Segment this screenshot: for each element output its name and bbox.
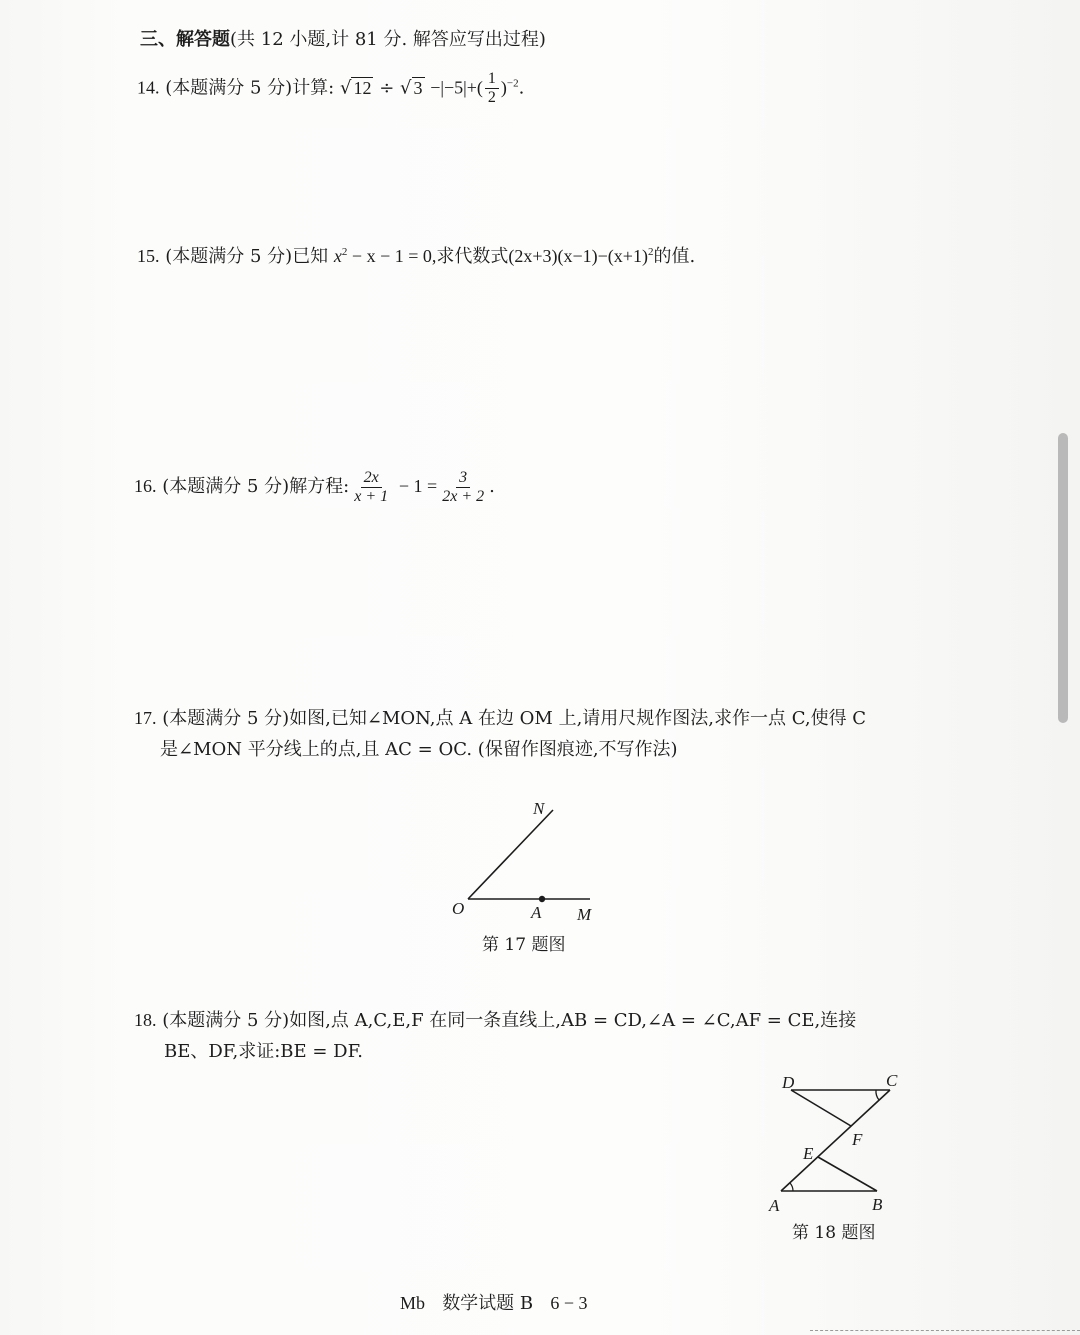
footer-subject: 数学试题 B: [442, 1293, 534, 1314]
ray-on: [468, 810, 553, 899]
section-title: 三、解答题: [140, 29, 230, 50]
scrollbar-thumb[interactable]: [1058, 433, 1068, 723]
q17-number: 17.: [134, 708, 157, 728]
q16-f2-den: 2x + 2: [442, 487, 485, 505]
segment-ca: [781, 1090, 890, 1191]
q16-f2-num: 3: [456, 469, 470, 488]
label-f: F: [852, 1130, 863, 1149]
label-a-18: A: [769, 1196, 780, 1215]
q14-sqrt-sign: √: [340, 77, 352, 99]
label-m: M: [577, 905, 592, 924]
q14-fraction: [485, 70, 499, 107]
label-n: N: [533, 799, 545, 818]
q15-text-c: 的值.: [653, 246, 696, 267]
q17-figure: [440, 790, 610, 930]
q14-points: (本题满分 5 分): [165, 77, 293, 99]
question-14: [137, 70, 524, 107]
q15-number: 15.: [137, 246, 160, 266]
label-a: A: [531, 903, 542, 922]
footer-code: Mb: [400, 1293, 426, 1313]
question-17: [134, 706, 866, 731]
q17-caption: 第 17 题图: [482, 935, 566, 955]
point-a: [539, 896, 545, 902]
section-subtitle: (共 12 小题,计 81 分. 解答应写出过程): [230, 29, 546, 50]
angle-c-mark: [876, 1090, 879, 1100]
q18-line-2: BE、DF,求证:BE = DF.: [164, 1041, 364, 1062]
q18-line-1: 如图,点 A,C,E,F 在同一条直线上,AB = CD,∠A = ∠C,AF = CE,连接: [289, 1010, 857, 1031]
q17-line-2: 是∠MON 平分线上的点,且 AC = OC. (保留作图痕迹,不写作法): [160, 739, 678, 760]
q16-f1-den: x + 1: [354, 487, 389, 505]
label-e: E: [803, 1144, 814, 1163]
footer-page: 6 − 3: [550, 1293, 588, 1313]
question-15: [137, 240, 695, 269]
q16-fraction-1: [351, 469, 391, 506]
q14-middle: −|−5|+(: [430, 77, 483, 98]
label-d: D: [782, 1073, 795, 1092]
q18-points: (本题满分 5 分): [162, 1010, 290, 1031]
q16-f1-num: 2x: [361, 469, 382, 488]
q15-text-a: 已知: [292, 246, 334, 267]
q14-radicand-2: 3: [413, 77, 423, 98]
question-16: [134, 466, 495, 507]
q15-text-b: − x − 1 = 0,求代数式(2x+3)(x−1)−(x+1): [347, 246, 648, 266]
q14-radicand-1: 12: [353, 77, 372, 98]
q14-frac-den: 2: [487, 89, 496, 106]
q16-middle: − 1 =: [398, 476, 438, 496]
q14-divide: ÷: [379, 77, 395, 99]
q14-lead: 计算:: [292, 77, 335, 99]
q16-fraction-2: [439, 469, 487, 506]
q15-square: 2: [341, 246, 348, 258]
q14-sqrt-sign-2: √: [400, 77, 412, 99]
page-edge-divider: [810, 1330, 1080, 1331]
q17-line-1: 如图,已知∠MON,点 A 在边 OM 上,请用尺规作图法,求作一点 C,使得 C: [289, 708, 867, 729]
q16-points: (本题满分 5 分): [162, 476, 290, 497]
q15-x: x: [333, 246, 342, 266]
q17-points: (本题满分 5 分): [162, 708, 290, 729]
q14-end: .: [518, 77, 525, 99]
page-footer: [400, 1289, 587, 1315]
q16-lead: 解方程:: [289, 476, 350, 497]
q16-end: .: [489, 476, 495, 497]
q15-square-2: 2: [647, 246, 654, 258]
label-o: O: [452, 899, 465, 918]
angle-a-mark: [790, 1183, 793, 1191]
q14-exponent: −2: [506, 77, 519, 90]
q18-figure: [760, 1068, 910, 1218]
segment-eb: [818, 1157, 877, 1191]
q15-points: (本题满分 5 分): [165, 246, 293, 267]
question-18: [134, 1008, 856, 1033]
q14-close: ): [500, 77, 507, 98]
label-c: C: [886, 1071, 898, 1090]
segment-df: [791, 1090, 851, 1126]
q16-number: 16.: [134, 476, 157, 496]
q18-number: 18.: [134, 1010, 157, 1030]
section-heading: [140, 28, 546, 52]
q14-number: 14.: [137, 77, 160, 98]
q18-caption: 第 18 题图: [792, 1223, 876, 1243]
label-b: B: [872, 1195, 883, 1214]
q14-frac-num: 1: [485, 70, 499, 89]
